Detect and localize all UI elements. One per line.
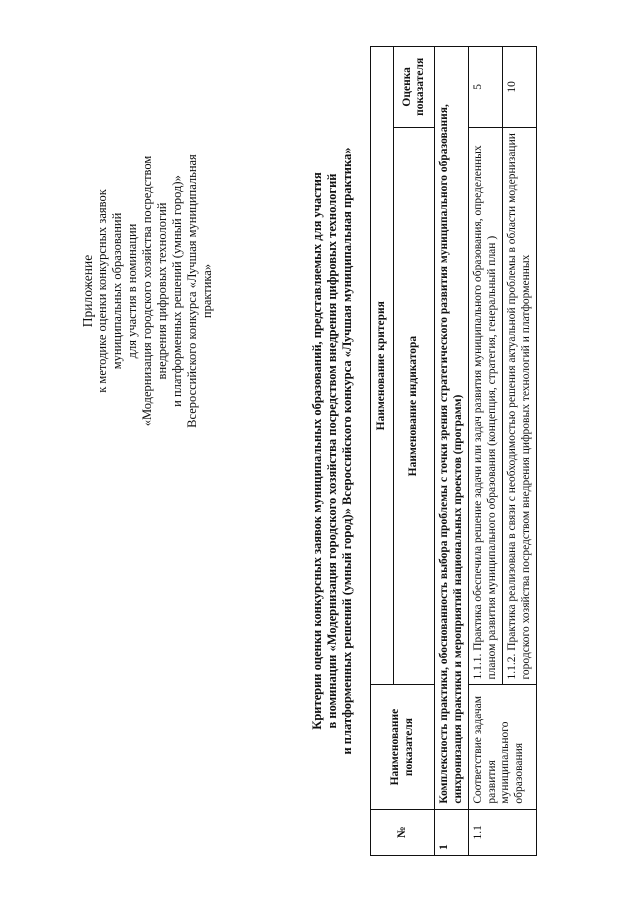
criteria-table xyxy=(370,46,537,856)
appendix-line: к методике оценки конкурсных заявок xyxy=(95,189,109,393)
appendix-line: «Модернизация городского хозяйства посредством xyxy=(140,155,154,427)
table-row xyxy=(469,47,503,856)
row-number: 1.1 xyxy=(469,809,537,855)
rotated-sheet xyxy=(70,46,640,856)
section-row xyxy=(435,47,469,856)
appendix-note xyxy=(80,136,215,446)
appendix-line: муниципальных образований xyxy=(110,212,124,370)
appendix-line: внедрения цифровых технологий xyxy=(155,202,169,380)
appendix-line: Приложение xyxy=(80,254,95,328)
document-title xyxy=(310,46,355,856)
title-line: Критерии оценки конкурсных заявок муниципальных образований, представляемых для участия xyxy=(310,172,324,730)
row-indicator-name: Соответствие задачам развития муниципального образования xyxy=(469,685,537,809)
appendix-line: практика» xyxy=(200,263,214,319)
header-indicator-name: Наименование показателя xyxy=(371,685,435,809)
title-line: и платформенных решений (умный город)» Всероссийского конкурса «Лучшая муниципальная практика» xyxy=(340,147,354,755)
header-number: № xyxy=(371,809,435,855)
header-score: Оценка показателя xyxy=(394,47,435,128)
section-text: Комплексность практики, обоснованность выбора проблемы с точки зрения стратегического развития муниципального образования, синхронизация практики и мероприятий национальных проектов (программ) xyxy=(435,47,469,810)
indicator-text: 1.1.1. Практика обеспечила решение задачи или задач развития муниципального образования, определенных планом развития муниципального образования (концепция, стратегия, генеральный план ) xyxy=(469,127,503,685)
header-indicator: Наименование индикатора xyxy=(394,127,435,685)
header-criterion-group: Наименование критерия xyxy=(371,47,394,686)
section-number: 1 xyxy=(435,809,469,855)
title-line: в номинации «Модернизация городского хозяйства посредством внедрения цифровых технологий xyxy=(325,173,339,729)
indicator-text: 1.1.2. Практика реализована в связи с необходимостью решения актуальной проблемы в области модернизации городского хозяйства посредством внедрения цифровых технологий и платформенных xyxy=(503,127,537,685)
indicator-score: 5 xyxy=(469,47,503,128)
appendix-line: для участия в номинации xyxy=(125,223,139,359)
appendix-line: Всероссийского конкурса «Лучшая муниципальная xyxy=(185,154,199,428)
table-header-row xyxy=(371,47,394,856)
indicator-score: 10 xyxy=(503,47,537,128)
appendix-line: и платформенных решений (умный город)» xyxy=(170,175,184,407)
